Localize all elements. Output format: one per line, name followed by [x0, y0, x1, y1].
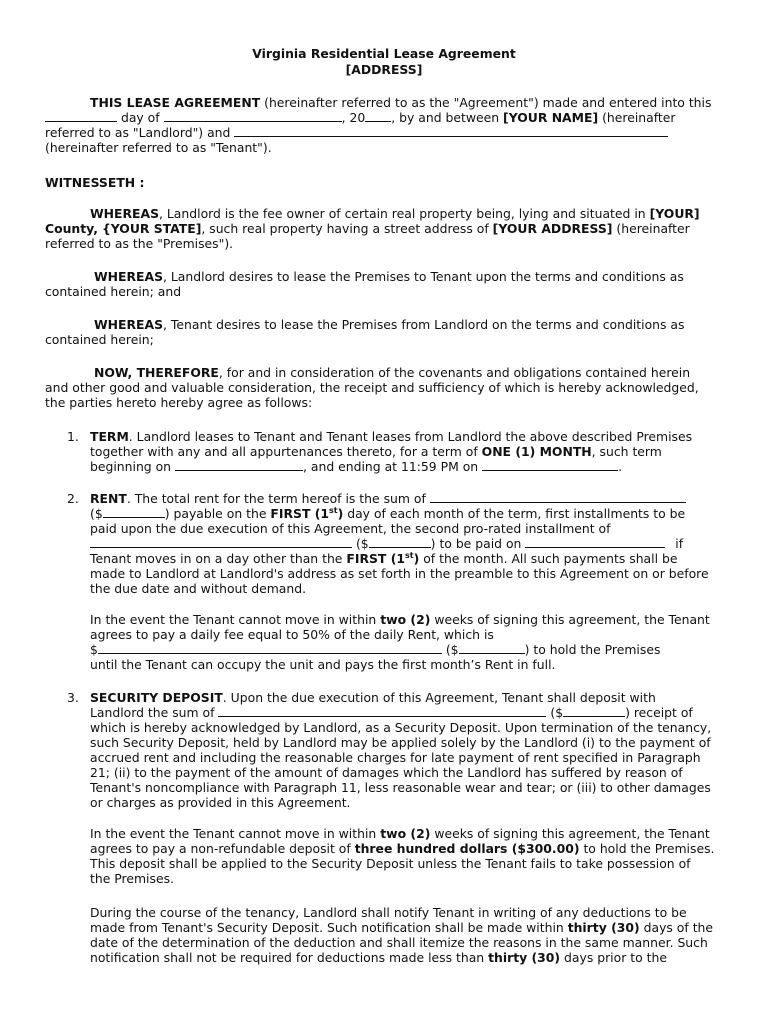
- section-number: 1.: [67, 429, 79, 444]
- blank-field: [98, 642, 442, 654]
- document-address: [ADDRESS]: [345, 62, 423, 77]
- witnesseth-heading: WITNESSETH :: [45, 175, 145, 190]
- whereas-paragraph-2: WHEREAS, Landlord desires to lease the Premises to Tenant upon the terms and conditions as contained herein; and: [45, 269, 684, 299]
- blank-field: [563, 705, 625, 717]
- deposit-deductions-paragraph: During the course of the tenancy, Landlord shall notify Tenant in writing of any deductions to be made from Tenant's Security Deposit. Such notification shall be made within thirty (30) days of the date of the determination of the deduction and shall itemize the reasons in the same manner. Such notification shall not be required for deductions made less than thirty (30) days prior to the: [90, 905, 714, 965]
- intro-line-1: THIS LEASE AGREEMENT (hereinafter referred to as the "Agreement") made and entered into this: [90, 95, 712, 110]
- intro-line-3: referred to as "Landlord") and: [45, 125, 721, 140]
- blank-field: [430, 491, 686, 503]
- blank-field: [525, 536, 665, 548]
- security-deposit-section: SECURITY DEPOSIT. Upon the due execution of this Agreement, Tenant shall deposit with Landlord the sum of ($ ) receipt of which is hereby acknowledged by Landlord, as a Security Deposit. Upon termination of the tenancy, such Security Deposit, held by Landlord may be applied solely by the Landlord (i) to the payment of accrued rent and including the reasonable charges for late payment of rent specified in Paragraph 21; (ii) to the payment of the amount of damages which the Landlord has suffered by reason of Tenant's noncompliance with Paragraph 11, less reasonable wear and tear; or (iii) to other damages or charges as provided in this Agreement.: [90, 690, 712, 810]
- blank-field: [45, 110, 117, 122]
- blank-field: [164, 110, 342, 122]
- document-title: Virginia Residential Lease Agreement: [252, 46, 516, 61]
- intro-lead: THIS LEASE AGREEMENT: [90, 95, 261, 110]
- whereas-paragraph-1: WHEREAS, Landlord is the fee owner of certain real property being, lying and situated in [YOUR] County, {YOUR STATE], such real property having a street address of [YOUR ADDRESS] (hereinafter referred to as the "Premises").: [45, 206, 700, 251]
- intro-line-2: day of , 20 , by and between [YOUR NAME] (hereinafter: [45, 110, 721, 125]
- blank-field: [459, 642, 525, 654]
- blank-field: [365, 110, 391, 122]
- blank-field: [234, 125, 668, 137]
- section-number: 2.: [67, 491, 79, 506]
- deposit-non-refundable-paragraph: In the event the Tenant cannot move in within two (2) weeks of signing this agreement, the Tenant agrees to pay a non-refundable deposit of three hundred dollars ($300.00) to hold the Premises. This deposit shall be applied to the Security Deposit unless the Tenant fails to take possession of the Premises.: [90, 826, 715, 886]
- blank-field: [103, 506, 165, 518]
- blank-field: [90, 536, 352, 548]
- rent-daily-fee-paragraph: In the event the Tenant cannot move in within two (2) weeks of signing this agreement, the Tenant agrees to pay a daily fee equal to 50% of the daily Rent, which is $ ($ ) to hold the Premises until the Tenant can occupy the unit and pays the first month’s Rent in full.: [90, 612, 710, 672]
- blank-field: [218, 705, 546, 717]
- section-number: 3.: [67, 690, 79, 705]
- rent-section: RENT. The total rent for the term hereof is the sum of ($ ) payable on the FIRST (1st) day of each month of the term, first installments to be paid upon the due execution of this Agreement, the second pro-rated installment of ($ ) to be paid on if Tenant moves in on a day other than the FIRST (1st) of the month. All such payments shall be made to Landlord at Landlord's address as set forth in the preamble to this Agreement on or before the due date and without demand.: [90, 491, 709, 596]
- blank-field: [175, 459, 303, 471]
- intro-line-4: (hereinafter referred to as "Tenant").: [45, 140, 272, 155]
- term-section: TERM. Landlord leases to Tenant and Tenant leases from Landlord the above described Premises together with any and all appurtenances thereto, for a term of ONE (1) MONTH, such term beginning on , and ending at 11:59 PM on .: [90, 429, 693, 474]
- blank-field: [369, 536, 431, 548]
- whereas-paragraph-3: WHEREAS, Tenant desires to lease the Premises from Landlord on the terms and conditions as contained herein;: [45, 317, 685, 347]
- blank-field: [482, 459, 618, 471]
- intro-paragraph: [45, 95, 721, 155]
- now-therefore-paragraph: NOW, THEREFORE, for and in consideration of the covenants and obligations contained herein and other good and valuable consideration, the receipt and sufficiency of which is hereby acknowledged, the parties hereto hereby agree as follows:: [45, 365, 699, 410]
